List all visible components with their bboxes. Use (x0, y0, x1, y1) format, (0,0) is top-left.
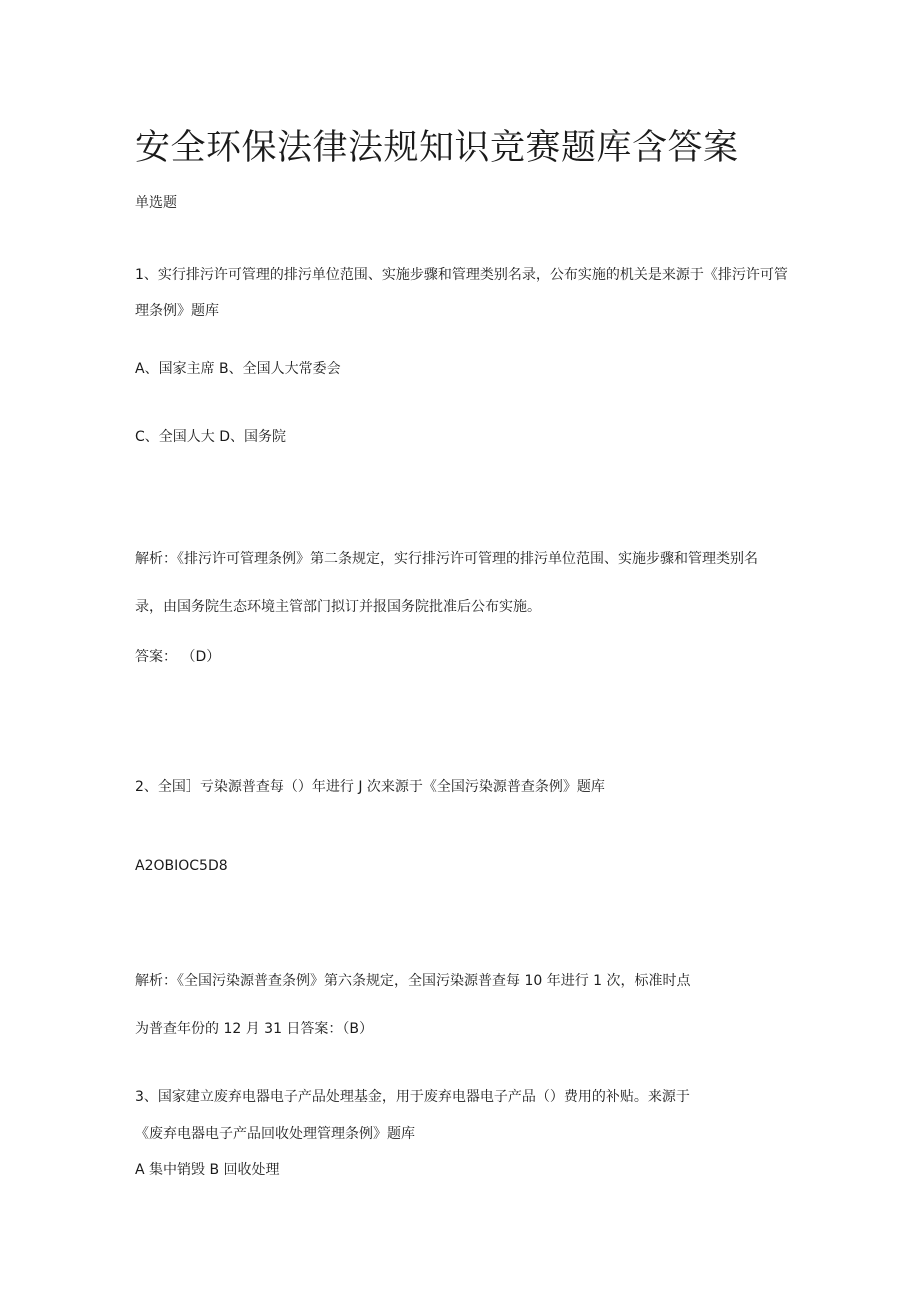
question-2-analysis-line-2: 为普查年份的 12 月 31 日答案：（B） (135, 1021, 374, 1037)
question-1-answer: 答案： （D） (135, 649, 221, 665)
section-heading: 单选题 (135, 195, 177, 211)
question-1-analysis-line-2: 录，由国务院生态环境主管部门拟订并报国务院批准后公布实施。 (135, 599, 541, 615)
question-3-options-line-1: A 集中销毁 B 回收处理 (135, 1162, 280, 1178)
question-1-stem-line-2: 理条例》题库 (135, 303, 219, 319)
question-1-options-line-1: A、国家主席 B、全国人大常委会 (135, 361, 341, 377)
document-title: 安全环保法律法规知识竞赛题库含答案 (135, 128, 739, 168)
question-1-options-line-2: C、全国人大 D、国务院 (135, 429, 287, 445)
question-2-analysis-line-1: 解析：《全国污染源普查条例》第六条规定，全国污染源普查每 10 年进行 1 次，标准时点 (135, 973, 691, 989)
question-2-stem-line-1: 2、全国］亏染源普查每（）年进行 J 次来源于《全国污染源普查条例》题库 (135, 779, 605, 795)
question-2-options-line-1: A2OBIOC5D8 (135, 858, 228, 874)
question-3-stem-line-1: 3、国家建立废弃电器电子产品处理基金，用于废弃电器电子产品（）费用的补贴。来源于 (135, 1089, 690, 1105)
question-3-stem-line-2: 《废弃电器电子产品回收处理管理条例》题库 (135, 1126, 415, 1142)
question-1-stem-line-1: 1、实行排污许可管理的排污单位范围、实施步骤和管理类别名录，公布实施的机关是来源于《排污许可管 (135, 267, 788, 283)
question-1-analysis-line-1: 解析：《排污许可管理条例》第二条规定，实行排污许可管理的排污单位范围、实施步骤和管理类别名 (135, 551, 758, 567)
